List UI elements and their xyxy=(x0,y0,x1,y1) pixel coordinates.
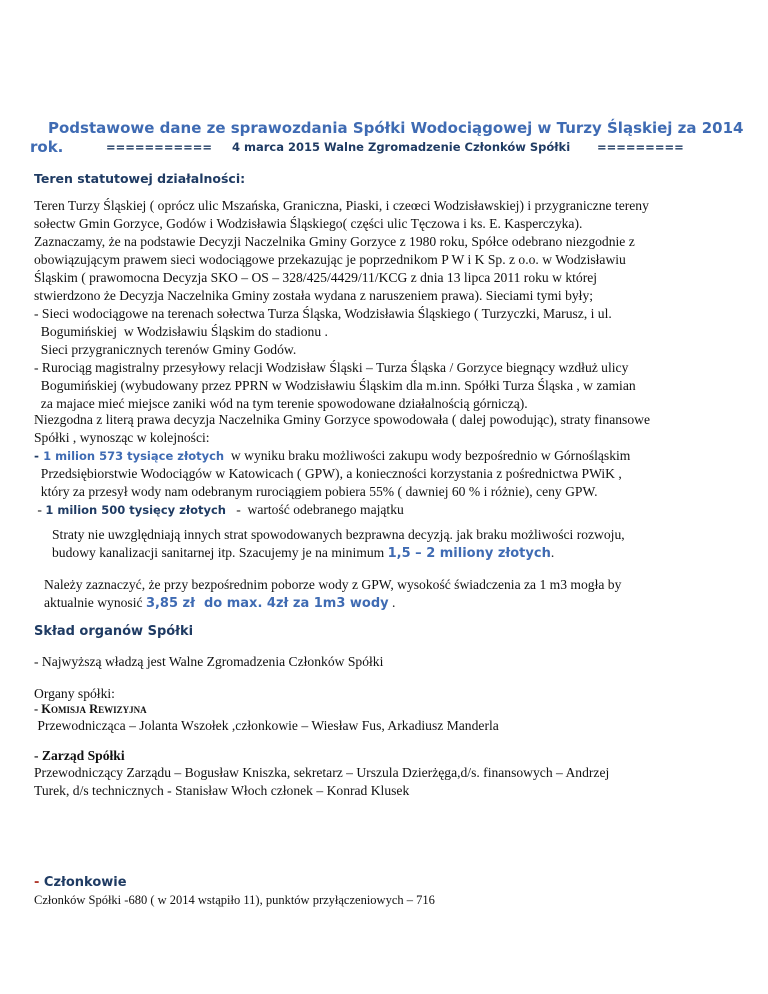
teren-line: Bogumińskiej w Wodzisławiu Śląskim do stadionu . xyxy=(34,324,328,339)
loss-desc-2: - wartość odebranego majątku xyxy=(226,502,404,517)
separator-right: ========= xyxy=(597,140,684,154)
zarzad-line: Turek, d/s technicznych - Stanisław Włoch członek – Konrad Klusek xyxy=(34,783,410,798)
other-losses xyxy=(52,526,625,563)
page-title: Podstawowe dane ze sprawozdania Spółki Wodociągowej w Turzy Śląskiej za 2014 xyxy=(48,119,744,137)
teren-line: - Sieci wodociągowe na terenach sołectwa Turza Śląska, Wodzisławia Śląskiego ( Turzyczki, Marusz, i ul. xyxy=(34,306,612,321)
list-dash: - xyxy=(34,449,44,463)
list-dash: - xyxy=(34,875,44,890)
loss-desc-1: w wyniku braku możliwości zakupu wody bezpośrednio w Górnośląskim xyxy=(224,448,631,463)
walne-info: - Najwyższą władzą jest Walne Zgromadzenia Członków Spółki xyxy=(34,654,384,669)
gpw-note-line xyxy=(44,594,621,613)
teren-line: Śląskim ( prawomocna Decyzja SKO – OS – 328/425/4429/11/KCG z dnia 13 lipca 2011 roku w której xyxy=(34,270,598,285)
estimated-loss-amount: 1,5 – 2 miliony złotych xyxy=(387,546,551,561)
gpw-note-text: aktualnie wynosić xyxy=(44,595,146,610)
teren-line: - Rurociąg magistralny przesyłowy relacji Wodzisław Śląski – Turza Śląska / Gorzyce biegnący wzdłuż ulicy xyxy=(34,360,629,375)
zarzad-heading: - Zarząd Spółki xyxy=(34,748,125,763)
separator-left: =========== xyxy=(106,140,212,154)
teren-line: Sieci przygranicznych terenów Gminy Godów. xyxy=(34,342,297,357)
section-heading-czlonkowie: Członkowie xyxy=(43,875,127,890)
other-losses-line xyxy=(52,544,625,563)
meeting-subtitle: 4 marca 2015 Walne Zgromadzenie Członków Spółki xyxy=(232,140,571,154)
zarzad-line: Przewodniczący Zarządu – Bogusław Kniszka, sekretarz – Urszula Dzierżęga,d/s. finansowych – Andrzej xyxy=(34,765,610,780)
other-losses-text: budowy kanalizacji sanitarnej itp. Szacujemy je na minimum xyxy=(52,545,388,560)
other-losses-line: Straty nie uwzględniają innych strat spowodowanych bezprawna decyzją. jak braku możliwości rozwoju, xyxy=(52,527,625,542)
list-dash: - xyxy=(34,502,46,517)
teren-line: stwierdzono że Decyzja Naczelnika Gminy została wydana z naruszeniem prawa). Sieciami tymi były; xyxy=(34,288,594,303)
teren-line: Bogumińskiej (wybudowany przez PPRN w Wodzisławiu Śląskim dla m.inn. Spółki Turza Śląska , w zamian xyxy=(34,378,636,393)
water-price: 3,85 zł do max. 4zł za 1m3 wody xyxy=(145,596,389,611)
czlonkowie-count: Członków Spółki -680 ( w 2014 wstąpiło 11), punktów przyłączeniowych – 716 xyxy=(34,893,435,907)
teren-line: Zaznaczamy, że na podstawie Decyzji Naczelnika Gminy Gorzyce z 1980 roku, Spółce odebrano niezgodnie z xyxy=(34,234,635,249)
page-title-year: rok. xyxy=(30,138,64,156)
teren-line: Teren Turzy Śląskiej ( oprócz ulic Mszańska, Graniczna, Piaski, i czeœci Wodzisławskiej) i przygraniczne tereny xyxy=(34,198,649,213)
period: . xyxy=(388,595,396,610)
period: . xyxy=(550,545,555,560)
teren-line: za majace mieć miejsce zaniki wód na tym terenie spowodowane działalnością górniczą). xyxy=(34,396,528,411)
straty-intro: Niezgodna z literą prawa decyzja Naczelnika Gminy Gorzyce spowodowała ( dalej powodując), straty finansowe xyxy=(34,412,650,427)
straty-paragraph xyxy=(34,411,650,519)
teren-paragraph xyxy=(34,197,649,413)
teren-line: sołectw Gmin Gorzyce, Godów i Wodzisławia Śląskiego( części ulic Tęczowa i ks. E. Kasperczyka). xyxy=(34,216,583,231)
loss-amount-2: 1 milion 500 tysięcy złotych xyxy=(45,503,226,517)
komisja-members: Przewodnicząca – Jolanta Wszołek ,członkowie – Wiesław Fus, Arkadiusz Manderla xyxy=(34,718,499,733)
straty-item-1 xyxy=(34,447,650,465)
section-heading-sklad: Skład organów Spółki xyxy=(34,624,194,639)
loss-amount-1: 1 milion 573 tysiące złotych xyxy=(43,449,225,463)
organy-label: Organy spółki: xyxy=(34,686,115,701)
straty-item-1-cont: który za przesył wody nam odebranym rurociągiem pobiera 55% ( dawniej 60 % i różnie), ceny GPW. xyxy=(34,484,598,499)
gpw-note-line: Należy zaznaczyć, że przy bezpośrednim poborze wody z GPW, wysokość świadczenia za 1 m3 mogła by xyxy=(44,577,622,592)
czlonkowie-heading-row xyxy=(34,874,127,890)
teren-line: obowiązującym prawem sieci wodociągowe przekazując je poprzednikom P W i K Sp. z o.o. w Wodzisławiu xyxy=(34,252,626,267)
straty-item-2 xyxy=(34,501,650,519)
section-heading-teren: Teren statutowej działalności: xyxy=(34,171,246,186)
straty-item-1-cont: Przedsiębiorstwie Wodociągów w Katowicach ( GPW), a konieczności korzystania z pośrednictwa PWiK , xyxy=(34,466,622,481)
straty-intro: Spółki , wynosząc w kolejności: xyxy=(34,430,210,445)
gpw-note xyxy=(44,576,621,613)
komisja-label: - Komisja Rewizyjna xyxy=(34,702,147,716)
